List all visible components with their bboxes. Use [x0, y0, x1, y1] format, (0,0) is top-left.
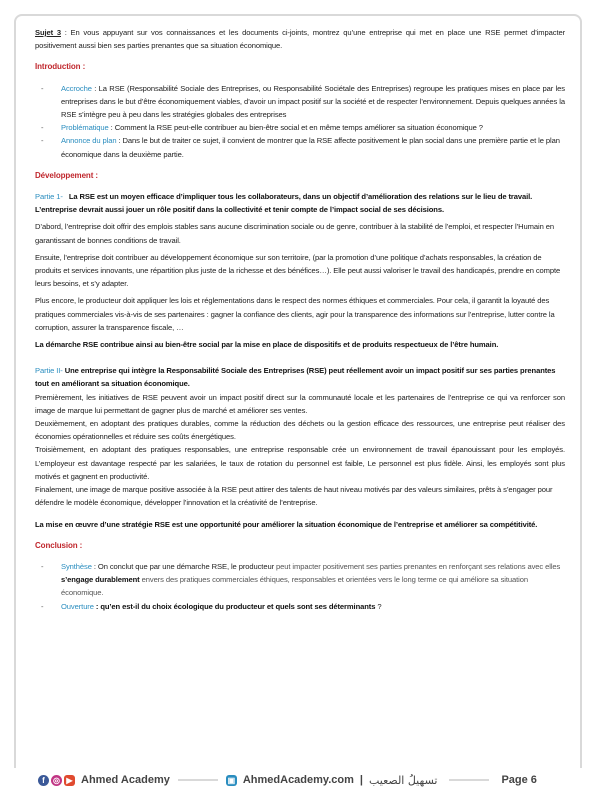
ouverture-label: Ouverture: [61, 601, 94, 611]
part2-paragraph: Premièrement, les initiatives de RSE peuvent avoir un impact positif direct sur la communauté locale et les partenaires de l’entreprise ce qui va renforcer son image de marque lui permettant de gagner plus de marché et améliorer ses ventes.: [35, 392, 565, 415]
website-icon: ▣: [227, 775, 236, 785]
page-footer: [0, 768, 600, 792]
list-item-problematique: - Problématique : Comment la RSE peut-elle contribuer au bien-être social et en même temps améliorer sa situation économique ?: [41, 123, 483, 133]
footer-divider: [178, 779, 218, 781]
synthese-text-2: peut impacter positivement ses parties prenantes en renforçant ses relations avec elles: [274, 561, 561, 571]
synthese-label: Synthèse: [61, 561, 92, 571]
list-item-synthese: - Synthèse : On conclut que par une démarche RSE, le producteur peut impacter positivement ses parties prenantes en renforçant ses relations avec elles s’engage durablement envers des pratiques commerciales éthiques, responsables et orientées vers le long terme ce qui améliore sa situation économique.: [41, 561, 561, 598]
part1-heading: [35, 190, 565, 216]
part2-heading: [35, 364, 565, 390]
synthese-text-4: envers des pratiques commerciales éthiques, responsables et orientées vers le long terme ce qui améliore sa situation économique.: [61, 575, 528, 598]
annonce-label: Annonce du plan: [61, 136, 117, 146]
development-title: Développement :: [35, 170, 98, 180]
youtube-icon[interactable]: ▶: [64, 775, 75, 786]
arabic-slogan: تسهيلُ الصعيب: [368, 773, 438, 787]
subject-paragraph: [35, 26, 565, 52]
page-number: Page 6: [501, 774, 537, 786]
part2-paragraph: Deuxièmement, en adoptant des pratiques durables, comme la réduction des déchets ou la gestion efficace des ressources, une entreprise peut réaliser des économies opérationnelles et réduire ses coûts énergétiques.: [35, 419, 565, 442]
introduction-title: Introduction :: [35, 62, 86, 72]
part2-paragraph: Troisièmement, en adoptant des pratiques responsables, une entreprise responsable crée un environnement de travail épanouissant pour les employés. L’employeur est davantage respecté par les salariées, le taux de rotation du personnel est faible, Le personnel est plus fidèle. Ainsi, les employés sont plus motivés et gagnent en productivité.: [35, 445, 565, 481]
website-link[interactable]: AhmedAcademy.com: [242, 774, 354, 786]
part1-paragraph: Plus encore, le producteur doit appliquer les lois et réglementations dans le respect des normes éthiques et commerciales. Pour cela, il garantit la loyauté des pratiques commerciales vis-à-vis de ses partenaires : gagner la confiance des clients, agir pour la transparence des informations sur l’entreprise, lutter contre la corruption, assurer la transparence fiscale, …: [35, 296, 555, 332]
footer-divider: [449, 779, 489, 781]
part1-paragraph: Ensuite, l’entreprise doit contribuer au développement économique sur son territoire, (par la promotion d’une politique d’achats responsables, la création de produits et services innovants, une répartition plus juste de la richesse et des bénéfices…). Elle peut aussi valoriser le travail des handicapés, prendre en compte leurs besoins, et s’y adapter.: [35, 252, 561, 289]
part2-paragraph: Finalement, une image de marque positive associée à la RSE peut attirer des talents de haut niveau motivés par des valeurs similaires, prêts à s’engager pour défendre le modèle économique, développer l’innovation et la créativité de l’entreprise.: [35, 485, 553, 508]
brand-name: Ahmed Academy: [81, 774, 170, 786]
part1-heading-text: La RSE est un moyen efficace d’impliquer tous les collaborateurs, dans un objectif d’amélioration des relations sur le lieu de travail. L’entreprise devrait aussi jouer un rôle positif dans la collectivité et tenir compte de l’impact social de ses décisions.: [35, 192, 533, 215]
facebook-icon[interactable]: f: [38, 775, 49, 786]
part1-conclusion: La démarche RSE contribue ainsi au bien-être social par la mise en place de dispositifs et de produits respectueux de l’être humain.: [35, 340, 499, 350]
ouverture-end: ?: [375, 601, 382, 611]
social-icons: [38, 775, 75, 786]
problematique-label: Problématique: [61, 123, 109, 133]
list-item-ouverture: - Ouverture : qu’en est-il du choix écologique du producteur et quels sont ses déterminants ?: [41, 601, 382, 611]
introduction-list: [35, 82, 565, 161]
accroche-label: Accroche: [61, 83, 92, 93]
conclusion-title: Conclusion :: [35, 540, 83, 550]
list-item-annonce: - Annonce du plan : Dans le but de traiter ce sujet, il convient de montrer que la RSE affecte positivement le plan social dans une première partie et le plan économique dans la deuxième partie.: [41, 136, 560, 159]
list-item-accroche: - Accroche : La RSE (Responsabilité Sociale des Entreprises, ou Responsabilité Sociétale des Entreprises) regroupe les pratiques mises en place par les entreprises dans le but d’être économiquement viables, d’avoir un impact positif sur la société et de respecter l’environnement. Depuis quelques années la RSE s’intègre peu à peu dans les stratégies globales des entreprises: [41, 83, 565, 120]
part2-heading-text: Une entreprise qui intègre la Responsabilité Sociale des Entreprises (RSE) peut réellement avoir un impact positif sur ses parties prenantes tout en améliorant sa situation économique.: [35, 366, 556, 389]
part2-label: Partie II-: [35, 366, 63, 376]
ouverture-text: : qu’en est-il du choix écologique du producteur et quels sont ses déterminants: [93, 601, 376, 611]
subject-label: Sujet 3: [35, 28, 61, 37]
footer-separator: |: [359, 774, 363, 786]
part1-paragraph: D’abord, l’entreprise doit offrir des emplois stables sans aucune discrimination sociale ou de genre, contribuer à la stabilité de l’emploi, et respecter l’Humain en garantissant de bonnes conditions de travail.: [35, 222, 554, 245]
part2-conclusion: La mise en œuvre d’une stratégie RSE est une opportunité pour améliorer la situation économique de l’entreprise et améliorer sa compétitivité.: [35, 519, 538, 529]
accroche-text: : La RSE (Responsabilité Sociale des Entreprises, ou Responsabilité Sociétale des Entreprises) regroupe les pratiques mises en place par les entreprises dans le but d’être économiquement viables, d’avoir un impact positif sur la société et de respecter l’environnement. Depuis quelques années la RSE s’intègre peu à peu dans les stratégies globales des entreprises: [61, 83, 565, 120]
part1-label: Partie 1-: [35, 192, 63, 202]
instagram-icon[interactable]: ◎: [51, 775, 62, 786]
problematique-text: : Comment la RSE peut-elle contribuer au bien-être social et en même temps améliorer sa situation économique ?: [108, 123, 483, 133]
synthese-text-1: : On conclut que par une démarche RSE, le producteur: [91, 561, 274, 571]
conclusion-list: [35, 560, 565, 613]
annonce-text: : Dans le but de traiter ce sujet, il convient de montrer que la RSE affecte positivement le plan social dans une première partie et le plan économique dans la deuxième partie.: [61, 136, 560, 159]
subject-text: : En vous appuyant sur vos connaissances et les documents ci-joints, montrez qu’une entreprise qui met en place une RSE permet d’impacter positivement aussi bien ses parties prenantes que sa situation économique.: [35, 28, 566, 51]
document-content: [35, 26, 565, 613]
synthese-text-3: s’engage durablement: [61, 575, 140, 585]
